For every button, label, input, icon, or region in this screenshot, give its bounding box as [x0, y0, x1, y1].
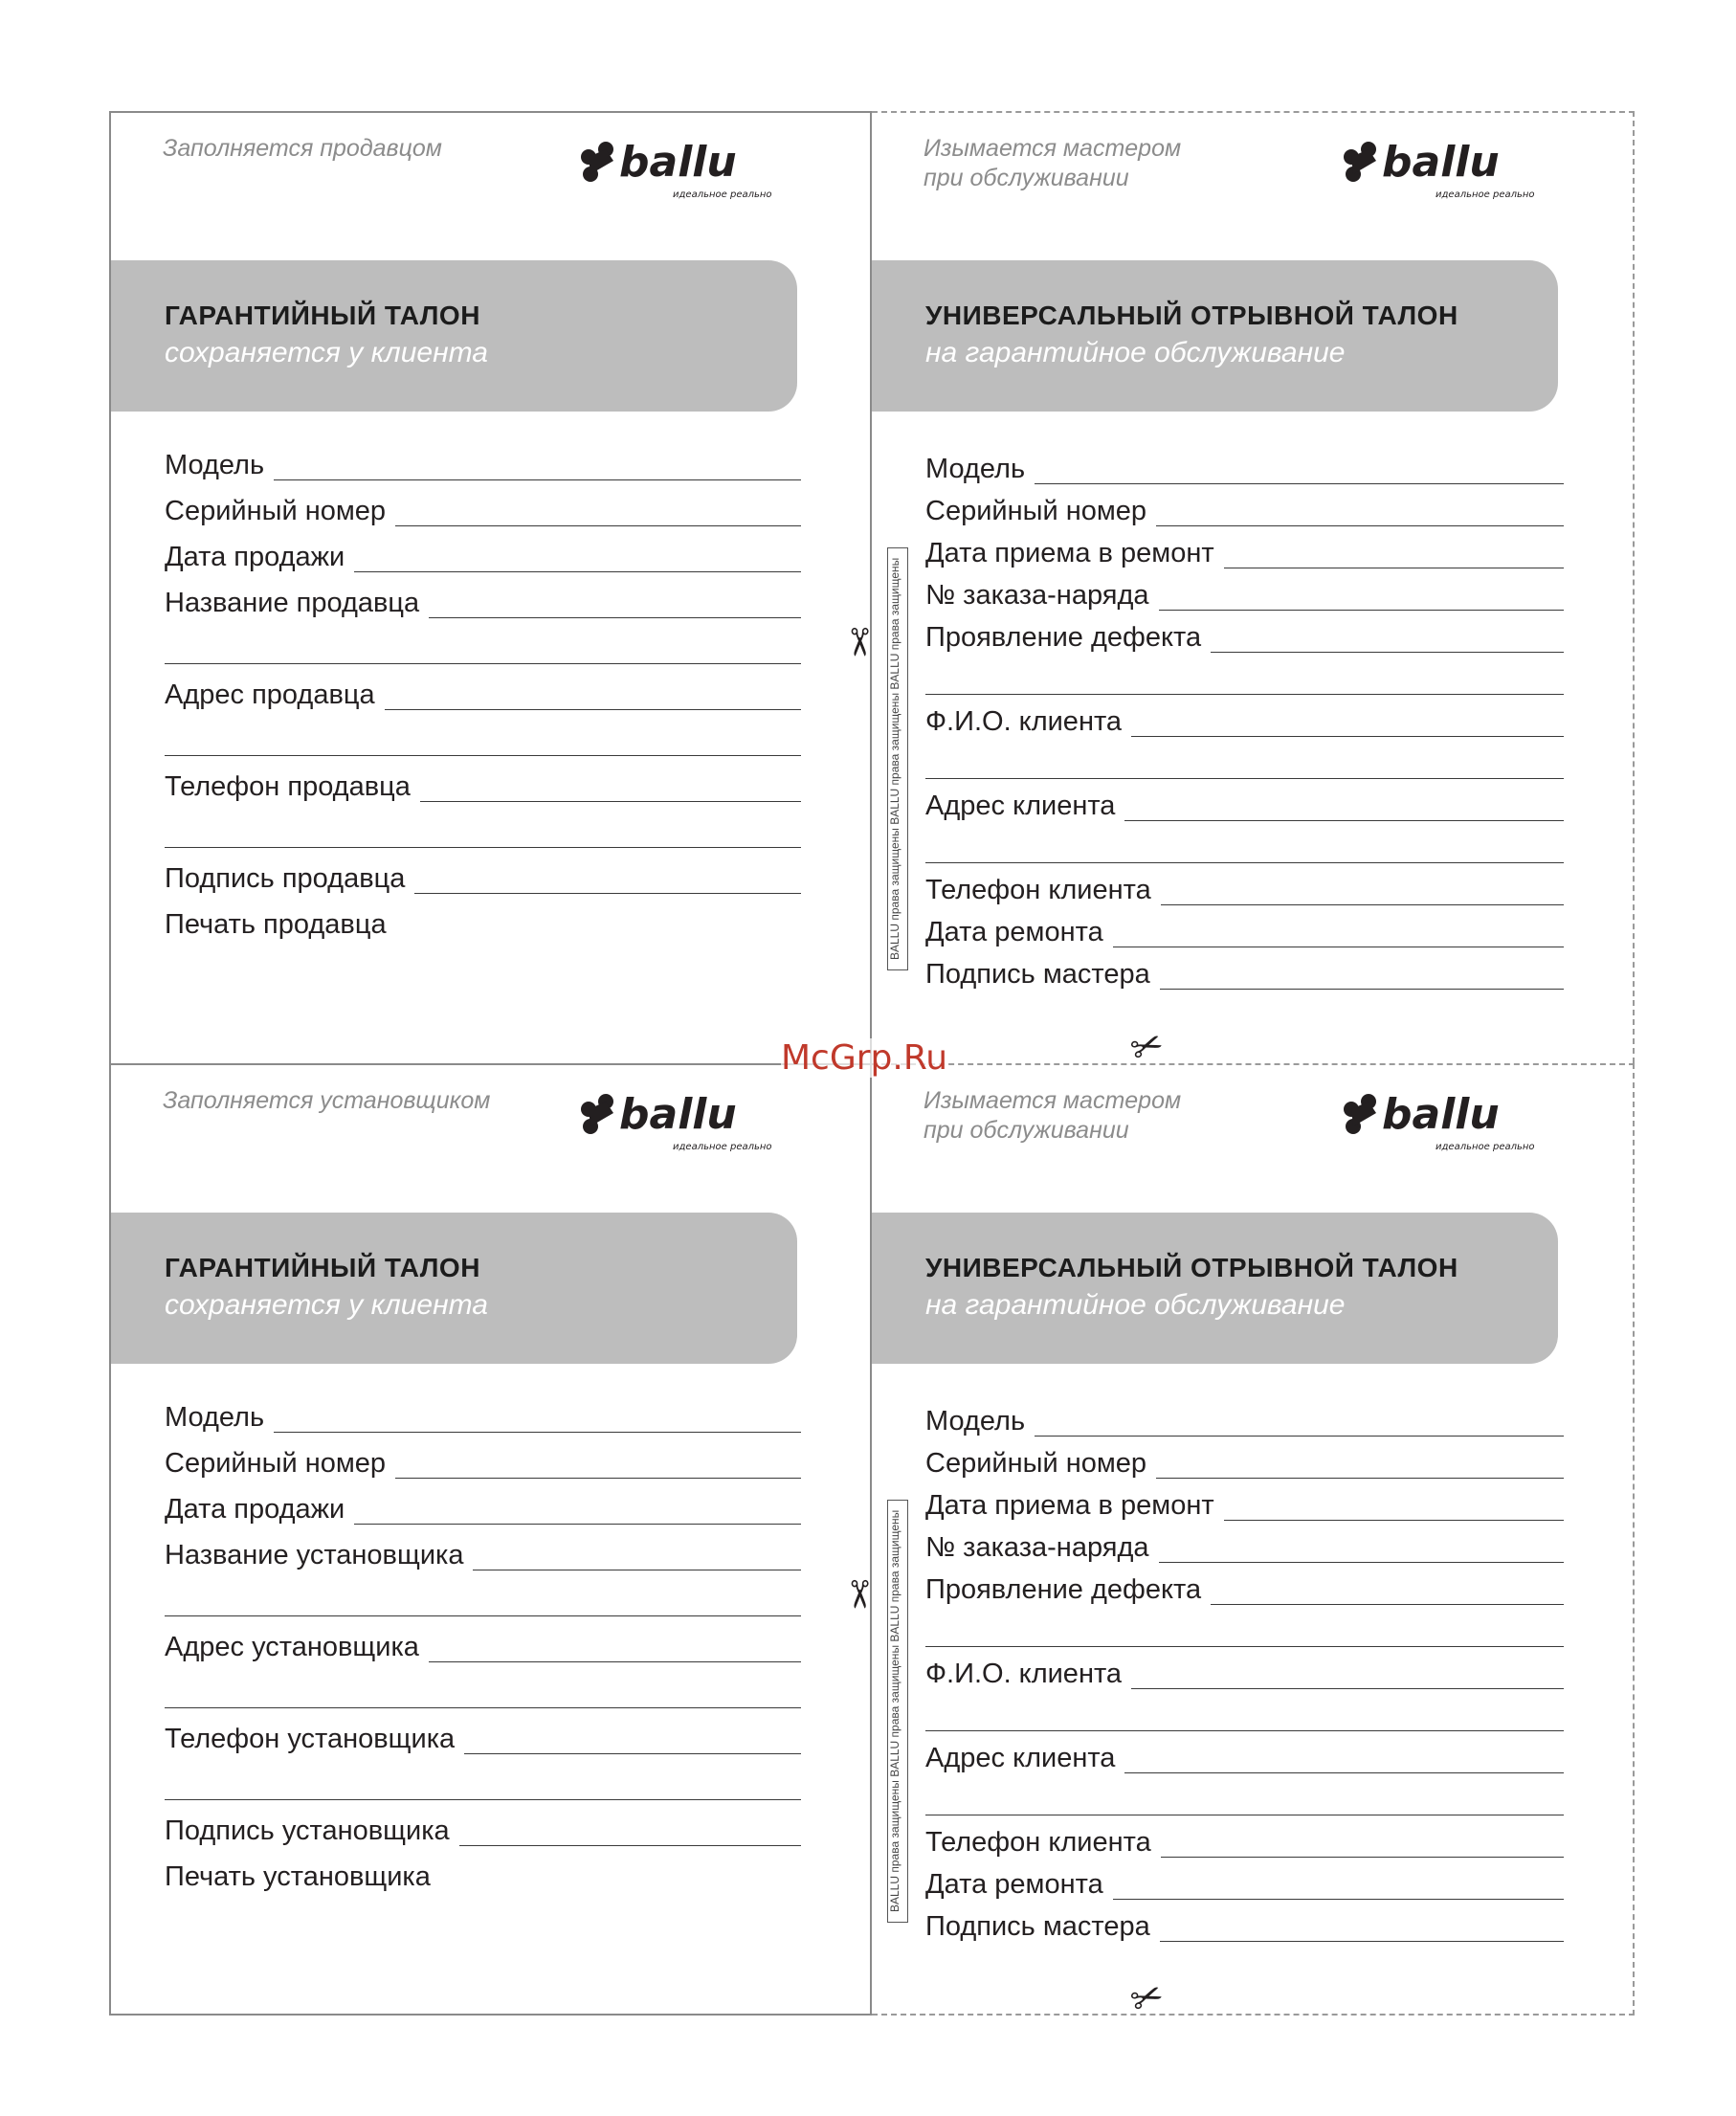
svg-text:ballu: ballu	[1382, 1090, 1500, 1139]
field-client-name[interactable]: Ф.И.О. клиента	[925, 1653, 1564, 1695]
ballu-logo-icon	[1340, 1086, 1562, 1155]
field-seller-signature[interactable]: Подпись продавца	[165, 856, 801, 902]
scissors-icon: ✂	[836, 626, 879, 658]
copyright-strip: BALLU права защищены BALLU права защищены BALLU права защищены	[887, 547, 908, 970]
field-blank-line[interactable]	[925, 1779, 1564, 1821]
card-hint: Заполняется продавцом	[163, 135, 442, 162]
field-installer-phone[interactable]: Телефон установщика	[165, 1716, 801, 1762]
field-order-number[interactable]: № заказа-наряда	[925, 1526, 1564, 1569]
field-blank-line[interactable]	[925, 1695, 1564, 1737]
ballu-logo-icon	[577, 134, 799, 203]
form-fields	[165, 442, 801, 947]
field-blank-line[interactable]	[165, 810, 801, 856]
field-seller-stamp: Печать продавца	[165, 902, 801, 947]
card-hint	[924, 134, 1181, 193]
field-blank-line[interactable]	[925, 827, 1564, 869]
ballu-logo-icon	[577, 1086, 799, 1155]
field-blank-line[interactable]	[165, 718, 801, 764]
field-repair-intake-date[interactable]: Дата приема в ремонт	[925, 532, 1564, 574]
scissors-icon: ✂	[1124, 1972, 1170, 2024]
warranty-card-installer	[109, 1063, 872, 2016]
card-subtitle: на гарантийное обслуживание	[925, 337, 1346, 368]
field-installer-name[interactable]: Название установщика	[165, 1532, 801, 1578]
field-client-name[interactable]: Ф.И.О. клиента	[925, 701, 1564, 743]
ballu-logo-icon	[1340, 134, 1562, 203]
field-model[interactable]: Модель	[925, 1400, 1564, 1442]
svg-text:идеальное реально: идеальное реально	[673, 189, 772, 200]
field-model[interactable]: Модель	[165, 442, 801, 488]
svg-text:идеальное реально: идеальное реально	[1436, 1142, 1535, 1152]
field-blank-line[interactable]	[925, 658, 1564, 701]
hint-line-1: Изымается мастером	[924, 1087, 1182, 1114]
field-client-phone[interactable]: Телефон клиента	[925, 869, 1564, 911]
svg-text:ballu: ballu	[619, 1090, 737, 1139]
field-sale-date[interactable]: Дата продажи	[165, 534, 801, 580]
field-blank-line[interactable]	[925, 1611, 1564, 1653]
card-title: ГАРАНТИЙНЫЙ ТАЛОН	[165, 301, 480, 330]
watermark: McGrp.Ru	[781, 1038, 948, 1078]
tear-off-coupon-2	[872, 1063, 1635, 2016]
scissors-icon: ✂	[836, 1578, 879, 1611]
title-band	[111, 1213, 797, 1364]
field-seller-address[interactable]: Адрес продавца	[165, 672, 801, 718]
hint-line-2: при обслуживании	[924, 1117, 1129, 1144]
scissors-icon: ✂	[1124, 1021, 1170, 1073]
form-fields	[925, 448, 1564, 995]
field-model[interactable]: Модель	[165, 1394, 801, 1440]
card-subtitle: сохраняется у клиента	[165, 337, 488, 368]
field-master-signature[interactable]: Подпись мастера	[925, 953, 1564, 995]
field-serial[interactable]: Серийный номер	[925, 1442, 1564, 1484]
title-band	[872, 260, 1558, 412]
form-fields	[925, 1400, 1564, 1948]
warranty-card-seller	[109, 111, 872, 1063]
field-order-number[interactable]: № заказа-наряда	[925, 574, 1564, 616]
field-installer-signature[interactable]: Подпись установщика	[165, 1808, 801, 1854]
field-repair-date[interactable]: Дата ремонта	[925, 1863, 1564, 1905]
card-subtitle: на гарантийное обслуживание	[925, 1289, 1346, 1321]
form-fields	[165, 1394, 801, 1900]
title-band	[111, 260, 797, 412]
svg-text:ballu: ballu	[1382, 138, 1500, 187]
field-serial[interactable]: Серийный номер	[925, 490, 1564, 532]
card-hint	[924, 1086, 1181, 1146]
hint-line-2: при обслуживании	[924, 165, 1129, 191]
field-defect[interactable]: Проявление дефекта	[925, 616, 1564, 658]
svg-text:идеальное реально: идеальное реально	[673, 1142, 772, 1152]
field-blank-line[interactable]	[165, 1670, 801, 1716]
field-model[interactable]: Модель	[925, 448, 1564, 490]
copyright-strip: BALLU права защищены BALLU права защищены BALLU права защищены	[887, 1500, 908, 1923]
field-serial[interactable]: Серийный номер	[165, 1440, 801, 1486]
field-blank-line[interactable]	[165, 1762, 801, 1808]
svg-text:ballu: ballu	[619, 138, 737, 187]
card-hint: Заполняется установщиком	[163, 1087, 491, 1114]
field-seller-name[interactable]: Название продавца	[165, 580, 801, 626]
field-seller-phone[interactable]: Телефон продавца	[165, 764, 801, 810]
field-blank-line[interactable]	[925, 743, 1564, 785]
field-serial[interactable]: Серийный номер	[165, 488, 801, 534]
title-band	[872, 1213, 1558, 1364]
card-subtitle: сохраняется у клиента	[165, 1289, 488, 1321]
card-title: УНИВЕРСАЛЬНЫЙ ОТРЫВНОЙ ТАЛОН	[925, 1253, 1458, 1282]
card-title: УНИВЕРСАЛЬНЫЙ ОТРЫВНОЙ ТАЛОН	[925, 301, 1458, 330]
field-blank-line[interactable]	[165, 626, 801, 672]
hint-line-1: Изымается мастером	[924, 135, 1182, 162]
field-client-phone[interactable]: Телефон клиента	[925, 1821, 1564, 1863]
field-master-signature[interactable]: Подпись мастера	[925, 1905, 1564, 1948]
field-client-address[interactable]: Адрес клиента	[925, 785, 1564, 827]
field-repair-intake-date[interactable]: Дата приема в ремонт	[925, 1484, 1564, 1526]
field-blank-line[interactable]	[165, 1578, 801, 1624]
tear-off-coupon-1	[872, 111, 1635, 1063]
field-repair-date[interactable]: Дата ремонта	[925, 911, 1564, 953]
field-installer-stamp: Печать установщика	[165, 1854, 801, 1900]
field-defect[interactable]: Проявление дефекта	[925, 1569, 1564, 1611]
field-client-address[interactable]: Адрес клиента	[925, 1737, 1564, 1779]
field-sale-date[interactable]: Дата продажи	[165, 1486, 801, 1532]
field-installer-address[interactable]: Адрес установщика	[165, 1624, 801, 1670]
svg-text:идеальное реально: идеальное реально	[1436, 189, 1535, 200]
card-title: ГАРАНТИЙНЫЙ ТАЛОН	[165, 1253, 480, 1282]
